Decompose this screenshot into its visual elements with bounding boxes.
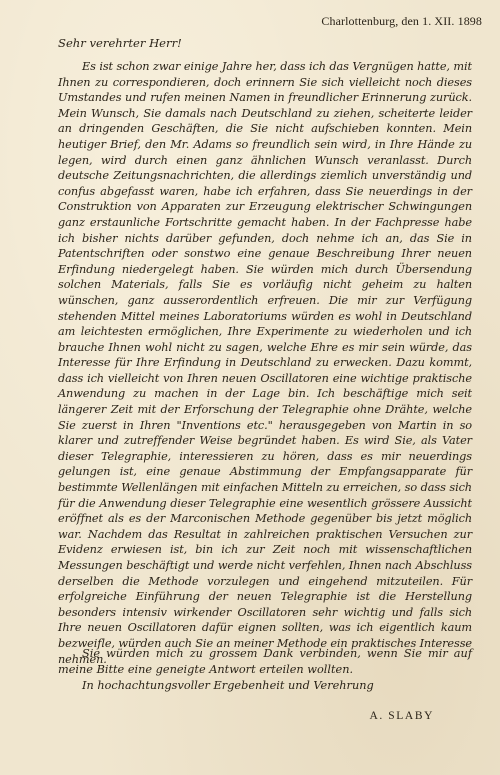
letter-body-paragraph: Es ist schon zwar einige Jahre her, dass ich das Vergnügen hatte, mit Ihnen zu correspondieren, doch erinnern Sie sich vielleicht noch dieses Umstandes und rufen meinen Namen in freundlicher Erinnerung zurück. Mein Wunsch, Sie damals nach Deutschland zu ziehen, scheiterte leider an dringenden Geschäften, die Sie nicht aufschieben konnten. Mein heutiger Brief, den Mr. Adams so freundlich sein wird, in Ihre Hände zu legen, wird durch einen ganz ähnlichen Wunsch veranlasst. Durch deutsche Zeitungsnachrichten, die allerdings ziemlich unverständig und confus abgefasst waren, habe ich erfahren, dass Sie neuerdings in der Construktion von Apparaten zur Erzeugung elektrischer Schwingungen ganz erstaunliche Fortschritte gemacht haben. In der Fachpresse habe ich bisher nichts darüber gefunden, doch nehme ich an, das Sie in Patentschriften oder sonstwo eine genaue Beschreibung Ihrer neuen Erfindung niedergelegt haben. Sie würden mich durch Übersendung solchen Materials, falls Sie es vorläufig nicht geheim zu halten wünschen, ganz ausserordentlich erfreuen. Die mir zur Verfügung stehenden Mittel meines Laboratoriums würden es wohl in Deutschland am leichtesten ermöglichen, Ihre Experimente zu wiederholen und ich brauche Ihnen wohl nicht zu sagen, welche Ehre es mir sein würde, das Interesse für Ihre Erfindung in Deutschland zu erwecken. Dazu kommt, dass ich vielleicht von Ihren neuen Oscillatoren eine wichtige praktische Anwendung zu machen in der Lage bin. Ich beschäftige mich seit längerer Zeit mit der Erforschung der Telegraphie ohne Drähte, welche Sie zuerst in Ihren "Inventions etc." herausgegeben von Martin in so klarer und zutreffender Weise begründet haben. Es wird Sie, als Vater dieser Telegraphie, interessieren zu hören, dass es mir neuerdings gelungen ist, eine genaue Abstimmung der Empfangsapparate für bestimmte Wellenlängen mit einfachen Mitteln zu erreichen, so dass sich für die Anwendung dieser Telegraphie eine wesentlich grössere Aussicht eröffnet als es der Marconischen Methode gegenüber bis jetzt möglich war. Nachdem das Resultat in zahlreichen praktischen Versuchen zur Evidenz erwiesen ist, bin ich zur Zeit noch mit wissenschaftlichen Messungen beschäftigt und werde nicht verfehlen, Ihnen nach Abschluss derselben die Methode vorzulegen und eingehend mitzuteilen. Für erfolgreiche Einführung der neuen Telegraphie ist die Herstellung besonders intensiv wirkender Oscillatoren sehr wichtig und falls sich Ihre neuen Oscillatoren dafür eignen sollten, was ich eigentlich kaum bezweifle, würden auch Sie an meiner Methode ein praktisches Interesse nehmen. <box>58 60 472 666</box>
letter-closing-formula: In hochachtungsvoller Ergebenheit und Verehrung <box>82 679 374 692</box>
letter-closing-request: Sie würden mich zu grossem Dank verbinden, wenn Sie mir auf meine Bitte eine geneigte Antwort erteilen wollten. <box>58 647 472 676</box>
letter-dateline: Charlottenburg, den 1. XII. 1898 <box>321 14 482 28</box>
letter-salutation: Sehr verehrter Herr! <box>58 36 182 50</box>
letter-body <box>58 59 472 667</box>
letter-signature: A. SLABY <box>369 710 434 722</box>
